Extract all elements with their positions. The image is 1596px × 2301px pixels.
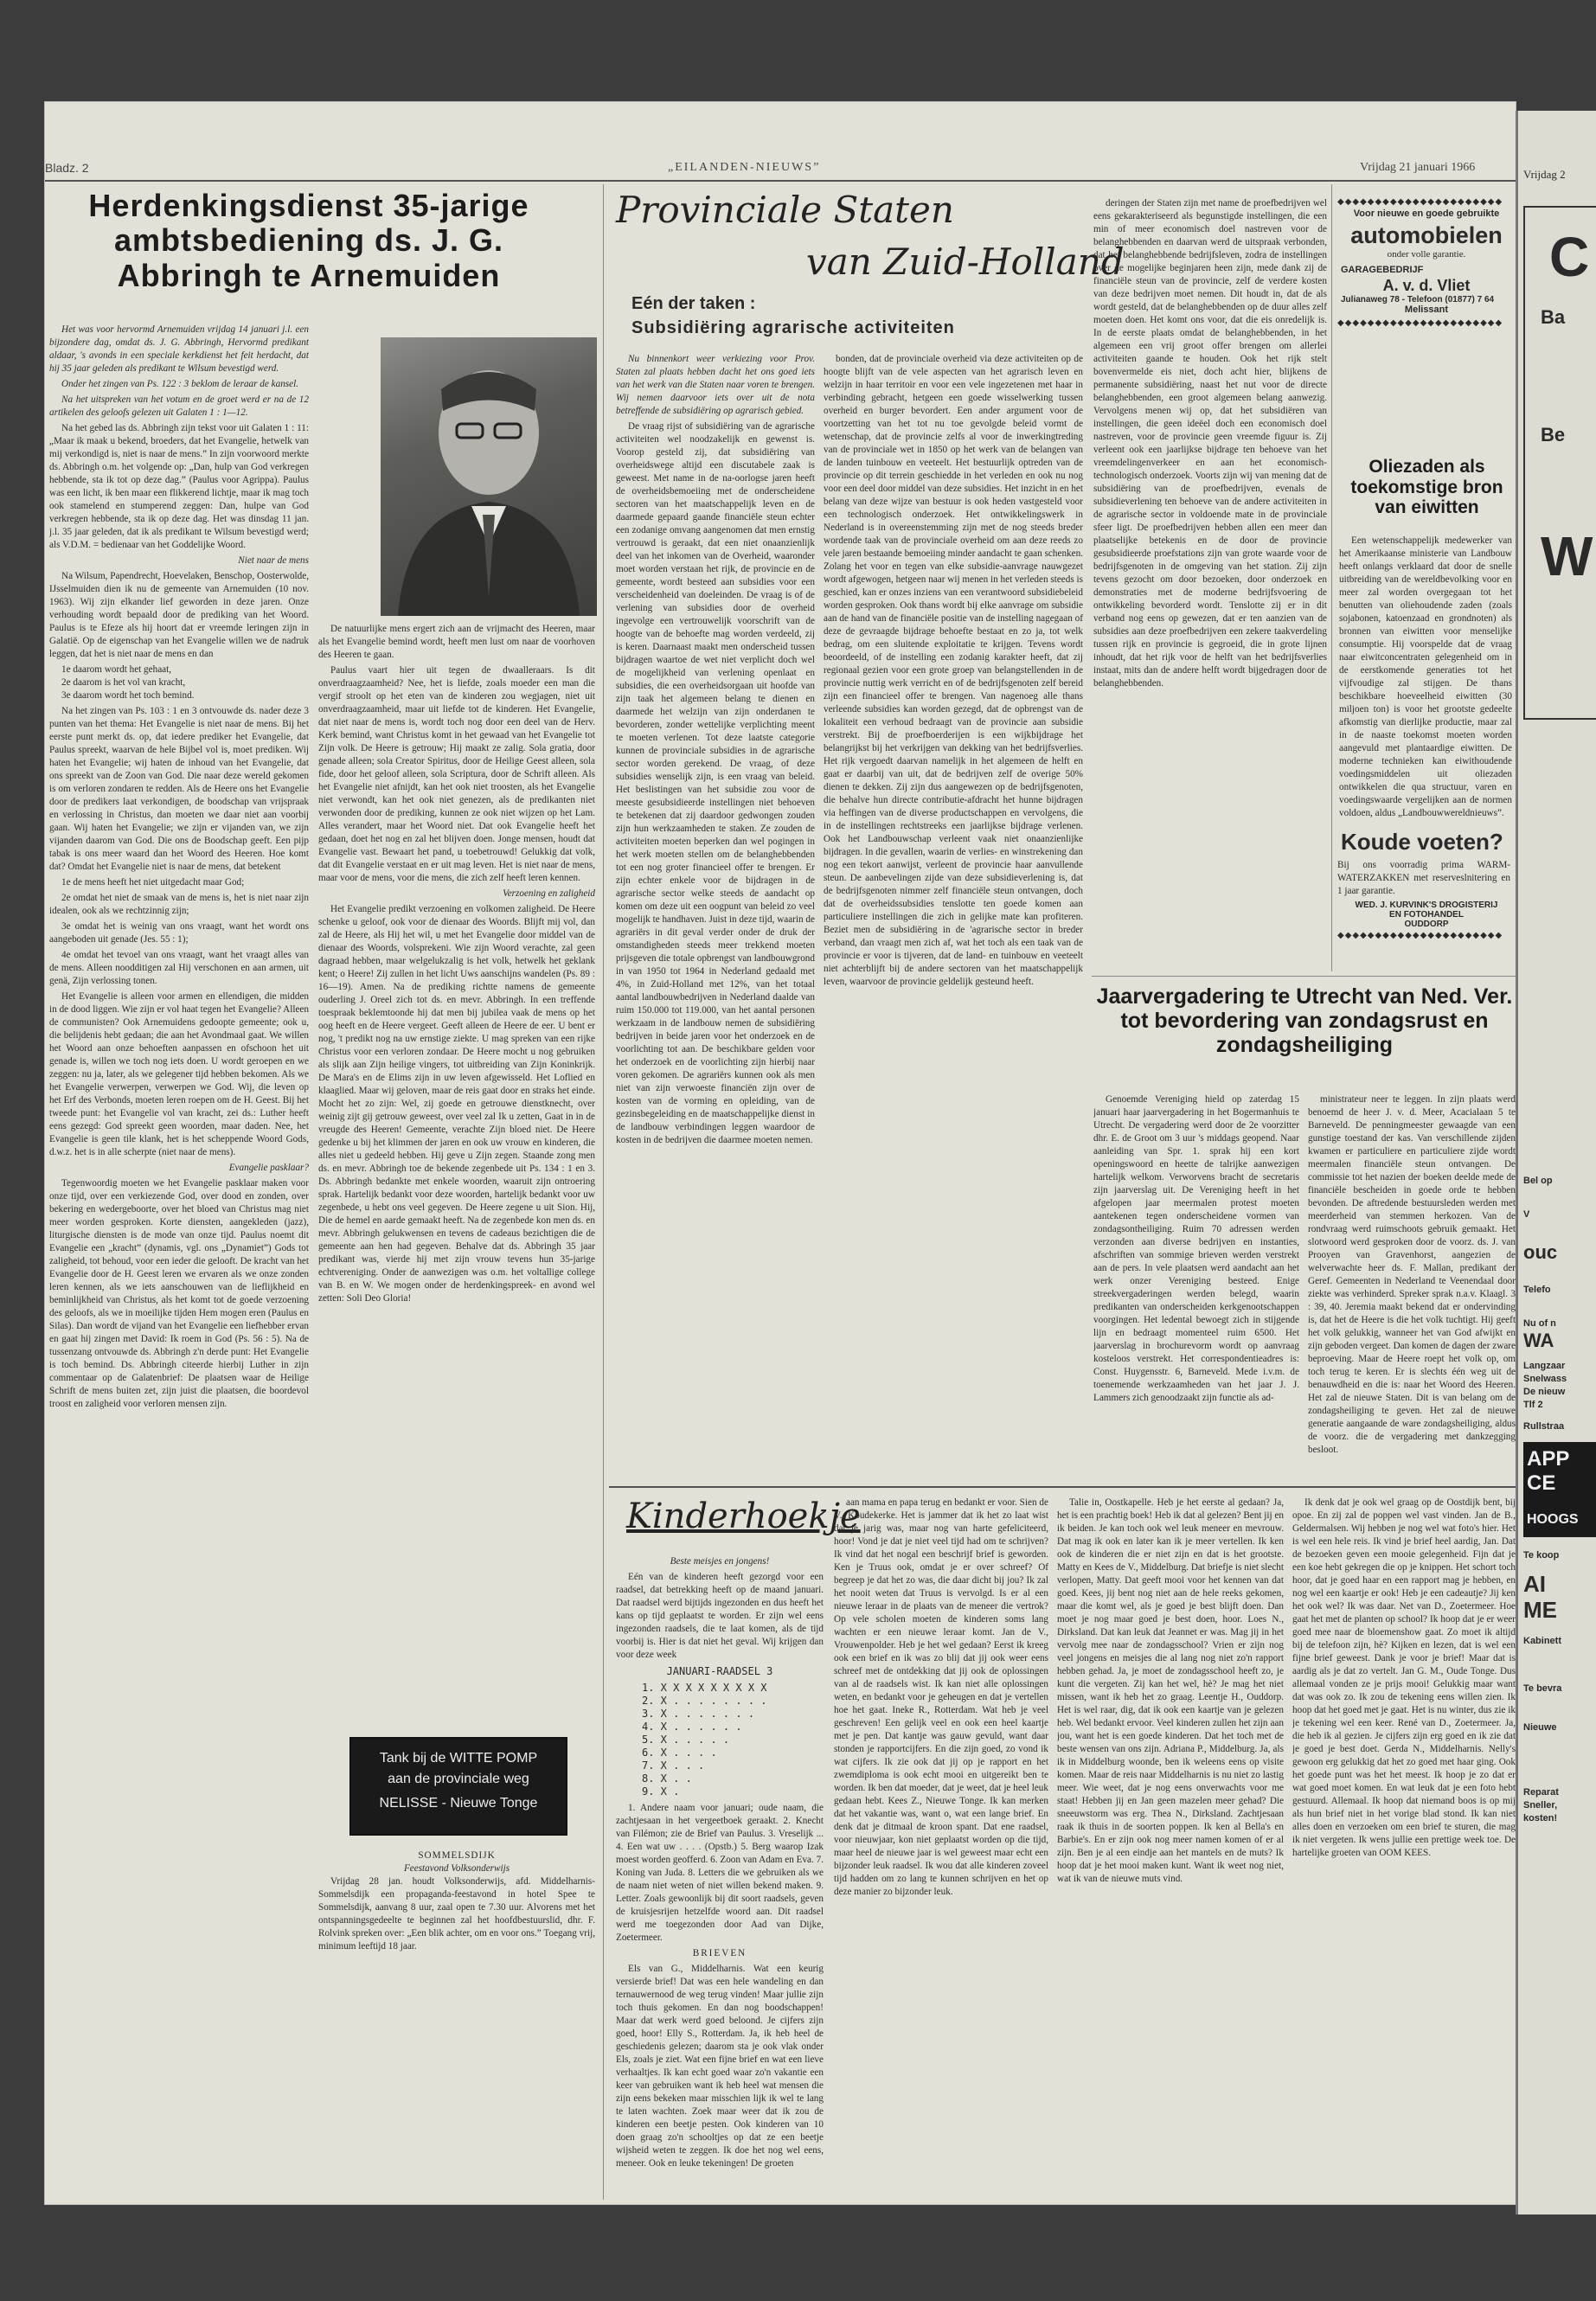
divider-jaarvergadering-top — [1092, 976, 1516, 977]
auto-ad-line-1: Voor nieuwe en goede gebruikte — [1353, 208, 1500, 219]
olie-article — [1339, 535, 1512, 820]
jubilee-point2-4: 4e omdat het tevoel van ons vraagt, want het vraagt alles van de mens. Alleen noodditigen zal Hij verschonen en aan armen, uit genä, Zijn verlossing tonen. — [49, 950, 309, 986]
edge-ad-letter-1: C — [1549, 226, 1590, 288]
edge-fragment-list — [1523, 1175, 1596, 1825]
riddle-row-3: 3. X . . . . . . . — [642, 1708, 755, 1720]
edge-fragment: V — [1523, 1209, 1530, 1220]
kinderhoekje-column-2 — [834, 1497, 1048, 2200]
jubilee-body-6: Paulus vaart hier uit tegen de dwaalleraars. Is dit onverdraagzaamheid? Nee, het is liefde, zoals moeder een man die vergif stroolt op het eten van de kinderen zou wegjagen, niet uit onverdraagzaamheid, maar uit liefde tot de kinderen. Het Evangelie, dat niet naar de mens is, wordt toch nog door een deel van de Herv. Kerk bemind, want Christus komt in het gewaad van het Evangelie tot Zijn volk. De Heere is getrouw; Hij maakt ze zalig. Sola gratia, door genade alleen; sola Creator Spiritus, door de Heilige Geest alleen, sola fide, door het geloof alleen, sola Scriptura, door de Schrift alleen. Als het Evangelie niet afnijdt, kan het ook niet troosten, als het Evangelie niet verwondt, kan het ook niet genezen, als de predikanten niet verwonden door de prediking, kunnen ze ook niet wijzen op het Lam. Alles verandert, maar het Woord niet. Dat ook Evangelie heeft het gedaan, doet het nog en zal het blijven doen. Jonge mensen, houdt dat Evangelie vast. Bewaart het pand, u toebetrouwd! Gelukkig dat volk, dat dit Evangelie verstaat en er uit mag leven. Het is niet naar de mens, maar voor de mens, voor die mens, die zich zelf heeft leren kennen. — [318, 665, 595, 883]
riddle-row-2: 2. X . . . . . . . . — [642, 1695, 767, 1707]
provinciale-column-3 — [1093, 197, 1327, 958]
koude-title: Koude voeten? — [1341, 829, 1503, 855]
provinciale-headline-2: van Zuid-Holland — [806, 240, 1125, 283]
auto-ad-title: automobielen — [1350, 222, 1503, 248]
jubilee-column-2 — [318, 623, 595, 1730]
jaarvergadering-column-1 — [1093, 1093, 1299, 1481]
edge-fragment: ME — [1523, 1597, 1557, 1623]
kinderhoekje-title: Kinderhoekje — [626, 1497, 861, 1536]
jubilee-body-2: Na Wilsum, Papendrecht, Hoevelaken, Benschop, Oosterwolde, IJsselmuiden dien ik nu de gemeente van Arnemuiden (10 nov. 1963). Wij zijn elkander lief geworden in deze jaren. Onze verhouding wordt bepaald door de prediking van het Woord. Paulus is te Efeze als hij hoort dat er vreemde leringen zijn in Galatië. Op de eigenschap van het Evangelie willen we de nadruk leggen, dat het is niet naar de mens en dan — [49, 571, 309, 659]
paper-name: „EILANDEN-NIEUWS” — [668, 161, 821, 174]
provinciale-column-2 — [824, 353, 1083, 1482]
edge-ad-letter-3: Be — [1541, 424, 1566, 445]
edge-fragment: Reparat — [1523, 1787, 1559, 1798]
koude-ad — [1337, 829, 1516, 976]
edge-fragment: Te bevra — [1523, 1683, 1562, 1694]
koude-body-wrap — [1337, 859, 1510, 901]
jubilee-intro-2: Onder het zingen van Ps. 122 : 3 beklom de leraar de kansel. — [61, 379, 299, 389]
edge-fragment: WA — [1523, 1330, 1554, 1351]
jubilee-point2-2: 2e omdat het niet de smaak van de mens is, het is niet naar zijn idealen, ook als we rechtzinnig zijn; — [49, 893, 309, 916]
sommelsdijk-heading: SOMMELSDIJK — [418, 1850, 496, 1861]
koude-body: Bij ons voorradig prima WARM-WATERZAKKEN met reserveslnitering en 1 jaar garantie. — [1337, 860, 1510, 896]
edge-fragment: Langzaar — [1523, 1361, 1566, 1371]
koude-city: OUDDORP — [1404, 920, 1449, 929]
divider-jubilee — [603, 184, 604, 2200]
witte-pomp-line-3: NELISSE - Nieuwe Tonge — [379, 1796, 538, 1811]
jubilee-body-3: Na het zingen van Ps. 103 : 1 en 3 ontvouwde ds. nader deze 3 punten van het thema: Het Evangelie is niet naar de mens. Bij het eerste punt merkt ds. op, dat iedere prediker het Evangelie, dat Paulus spreekt, waarvan de hele Bijbel vol is, moet prediken. Wij haten het Evangelie; wij haten de inhoud van het Evangelie, dat ons spreekt van de Zoon van God. Die naar deze wereld gekomen is om verloren zondaren te redden. Als de Heere ons het Evangelie door de predikers laat verkondigen, de boodschap van vrijspraak en verlossing in Christus, dan moeten we daar niet aan voorbij gaan. Wij haten het Evangelie; we zijn er vijanden van, we zijn vijanden daarom van God. Die ons de Boodschap geeft. Een pijp tabak is ons meer waard dan het Woord des Heeren. Hoe komt dat? Omdat het Evangelie niet is naar de mens, dat betekent — [49, 706, 309, 872]
edge-date-fragment: Vrijdag 2 — [1523, 168, 1566, 181]
edge-fragment: Kabinett — [1523, 1636, 1561, 1646]
provinciale-deck-1: Eén der taken : — [631, 294, 756, 313]
riddle-row-7: 7. X . . . — [642, 1759, 705, 1772]
edge-ad-box — [1523, 206, 1596, 720]
riddle-row-5: 5. X . . . . . — [642, 1734, 730, 1746]
kinderhoekje-column-3 — [1057, 1497, 1284, 2200]
auto-ad-garage: GARAGEBEDRIJF — [1341, 265, 1424, 275]
edge-fragment: Nieuwe — [1523, 1722, 1557, 1733]
auto-ad-top-border: ◆◆◆◆◆◆◆◆◆◆◆◆◆◆◆◆◆◆◆◆◆◆ — [1337, 197, 1503, 207]
edge-fragment: Nu of n — [1523, 1318, 1556, 1329]
provinciale-intro: Nu binnenkort weer verkiezing voor Prov. Staten zal plaats hebben dacht het ons goed iets van het werk van die Staten naar voren te brengen. Wij nemen daarvoor iets over uit de nota betreffende de subsidiëring op agrarisch gebied. — [616, 354, 815, 416]
edge-fragment: Rullstraa — [1523, 1421, 1565, 1432]
edge-fragment: AI — [1523, 1571, 1546, 1597]
riddle-text: 1. Andere naam voor januari; oude naam, die zachtjesaan in het vergeetboek geraakt. 2. Knecht van Filémon; zie de Brief van Paulus. 3. Vreselijk ... 4. Een wat uw . . . . (Opstb.) 5. Berg waarop Izak moest worden geofferd. 6. Zoon van Adam en Eva. 7. Koning van Juda. 8. Letters die we gebruiken als we de naam niet weten of niet willen bekend maken. 9. Letter. Zoals gewoonlijk bij dit soort raadsels, geven de kruisjesrijen hetzelfde woord aan. Dit raadsel werd me toegezonden door Aad van Dijke, Zoetermeer. — [616, 1803, 824, 1943]
jubilee-body-7: Het Evangelie predikt verzoening en volkomen zaligheid. De Heere schenke u geloof, ook voor de dienaar des Woords. Blijft mij vol, dan zal de Heere, als Hij het wil, u met het Evangelie door middel van de dienaar des Woords, volsprekeni. Wie zijn Woord verachte, zal geen dagraad hebben, maar welgelukzalig is het volk, hetwelk het geklank kent; o Heere! Zij zullen in het licht Uws aanschijns wandelen (Ps. 89 : 16—19). Amen. Na de prediking richtte namens de gemeente ouderling J. Oreel zich tot ds. en mevr. Abbringh. In een treffende toespraak beklemtoonde hij dat men bij jubilea vaak de mens op het oog heeft en de Heere vergeet. Geeft alleen de Heere de eer. U bent er nog, 't predikt nog na uw ernstige ziekte. U mag spreken van een rijke Christus voor een verloren zondaar. De Heere mocht u nog gebruiken als slijk aan Zijn heilige vingers, tot uitbreiding van Zijn Koninkrijk. De Mara's en de Elims zijn in uw leven afgewisseld. Het Loflied en klaaglied. Maar wij geloven, maar de reis gaat door en straks het einde. Mocht het zo zijn: Wel, zij goede en getrouwe dienstknecht, over weinig zijt gij getrouw geweest, over veel zal Ik u zetten, Gaat in in de vreugde des Heeren! Gemeente, verachte Zijn bloed niet. De Heere gedenke u bij het klimmen der jaren en ook uw vrouw en kinderen, die alles niet u gedeeld hebben. Hij geve u Zijn zegen. Staande zong men ds. en mevr. Abbringh toe de bekende zegenbede uit Ps. 134 : 1 en 3. Ds. Abbringh bedankte met enkele woorden, waaruit zijn ontroering sprak. Hartelijk bedankt voor deze woorden, hartelijk bedankt voor uw zegenbede, u hebt ons veel gegeven. De Heere zegene u uit Sion. Hij, Die de hemel en aarde gemaakt heeft. Na de zegenbede kon men ds. en mevr. Abbringh gelukwensen en tevens de cadeaus bezichtigen die de gemeente aan hen had gegeven. Behalve dat ds. Abbringh 35 jaar predikant was, vierde hij met zijn vrouw tevens hun 35-jarige echtvereniging. Onder de aanwezigen was o.m. het voltallige college van B. en W. We mogen onder de herdenkingspreek- en avond wel zetten: Soli Deo Gloria! — [318, 904, 595, 1304]
riddle-row-9: 9. X . — [642, 1785, 680, 1798]
jubilee-subhead-3: Verzoening en zaligheid — [503, 888, 595, 899]
witte-pomp-ad — [349, 1737, 567, 1836]
auto-ad-city: Melissant — [1404, 304, 1449, 315]
jubilee-intro: Het was voor hervormd Arnemuiden vrijdag 14 januari j.l. een bijzondere dag, omdat ds. J. G. Abbringh, Hervormd predikant aldaar, 's avonds in een speciale kerkdienst het feit herdacht, dat hij 35 jaar geleden als predikant te Wilsum bevestigd werd. — [49, 324, 309, 374]
jubilee-headline: Herdenkingsdienst 35-jarige ambtsbediening ds. J. G. Abbringh te Arnemuiden — [88, 188, 529, 293]
divider-provinciale-right — [1331, 184, 1332, 971]
auto-ad — [1337, 197, 1516, 448]
sommelsdijk-body: Vrijdag 28 jan. houdt Volksonderwijs, afd. Middelharnis-Sommelsdijk een propaganda-feestavond in hotel Spee te Sommelsdijk, aanvang 8 uur, zaal open te 7.30 uur. Alvorens met het ontspanningsgedeelte te beginnen zal het hoofdbestuurslid, dhr. F. Rolvink spreken over: „Een blik achter, om en voor ons.” Toegang vrij, minimum leeftijd 18 jaar. — [318, 1876, 595, 1952]
edge-fragment: ouc — [1523, 1241, 1558, 1263]
edge-fragment: kosten! — [1523, 1813, 1558, 1823]
jubilee-body-1: Na het gebed las ds. Abbringh zijn tekst voor uit Galaten 1 : 11: „Maar ik maak u bekend, broeders, dat het Evangelie, hetwelk van mij verkondigd is, niet is naar de mens.” In zijn voorwoord merkte ds. Abbringh o.m. het volgende op: „Dan, hulp van God verkregen hebbende, sta ik tot op deze dag.” (Paulus voor Agrippa). Paulus was een licht, ik ben maar een flikkerend lichtje, maar ik mag toch ook stamelend en stumperend zeggen: Dan, hulpe van God verkregen hebbende, sta ik op deze dag. Het was dinsdag 11 jan. j.l. 35 jaar geleden, dat ik als predikant te Wilsum bevestigd werd; als V.D.M. = bedienaar van het Goddelijke Woord. — [49, 423, 309, 550]
kinderhoekje-col-4-text: Ik denk dat je ook wel graag op de Oostdijk bent, bij opoe. En zij zal de poppen wel vast vinden. Jan de B., Geldermalsen. Wij hebben je nog wel wat foto's hier. Het is wel een hele reis. Ik vind je brief heel aardig, Jan. Dat de bezoeken geven een mooie gelegenheid. Fijn dat je een koe hebt gekregen die op je knippen. Het schort toch hoor, dat je goed haar en een rapport mag je hebben, en nog wel een kaartje er ook! Heb je een cadeautje? Jij ken het ook wel? Ik was daar. Net van D., Zoetermeer. Hoe gaat het met de planten op school? Ik hoop dat je er weer goed mee naar de bloemenshow gaat. Zo moet ik altijd bij de telefoon zijn, hè? Kijken en lezen, dat is wel een fijne brief geweest. Dank je voor je brief! Maar dat is aardig als je dat zo vertelt. Jan G. M., Oude Tonge. Dus allemaal vonden ze je prijs mooi! Gelukkig maar want dat was ook zo. Ik zou de tekening eens willen zien. Ik hoop dat het goed met je gaat. Het is nu winter, dus zie ik je tekening wel een keer. René van D., Zoetermeer. Ja, die heb ik al gezien. Je cijfers zijn erg goed en ik zie dat je goed je best doet. Gerda N., Middelharnis. Nelly's gewoon erg gelukkig dat het zo goed met haar ging. Ook het goede punt was het het meest. Ik hoop je zo dat er wat goed moet komen. En wat leuk dat je een foto hebt gestuurd. Allemaal. Ik hoop dat niemand boos is op mij als hun brief niet in het vorige blad stond. Ik kan niet alles doen en verzoeken om een brief te sturen, die mag ik niet vergeten. Ik wens jullie een prettige week toe. De hartelijke groeten van OOM KEES. — [1292, 1497, 1516, 1858]
olie-body: Een wetenschappelijk medewerker van het Amerikaanse ministerie van Landbouw heeft onlangs verklaard dat door de snelle uitbreiding van de wereldbevolking voor en meer zal worden overgegaan tot het benutten van oliehoudende zaden (zoals sojabonen, katoenzaad en grondnoten) als bronnen van eiwitten voor menselijke consumptie. Hij voorspelde dat de vraag naar eiwitconcentraten gelegenheid om in de eerstkomende generaties tot het vijfvoudige zal stijgen. De thans beschikbare hoeveelheid eiwitten (30 miljoen ton) is voor het grootste gedeelte afkomstig van dierlijke productie, maar zal in de naaste toekomst moeten worden aangevuld met plantaardige eiwitten. De moderne technieken kan eiwithoudende voedingsmiddelen uit oliezaden ontwikkelen die qua structuur, varen en voedingswaarde vergelijken aan de normen voldoen, aldus „Landbouwwereldnieuws”. — [1339, 535, 1512, 818]
edge-fragment: Sneller, — [1523, 1800, 1558, 1811]
edge-fragment: Bel op — [1523, 1176, 1553, 1186]
jubilee-body-4: Het Evangelie is alleen voor armen en ellendigen, die midden in de dood liggen. Wie zijn er vol haat tegen het Evangelie? Alleen de communisten? Ook Arnemuidens gedoopte gemeente; ook u, die belijdenis hebt gedaan; die aan het Avondmaal gaat. We willen het Woord aan onze behoeften aanpassen en ofschoon het uit genade is, willen we toch nog iets doen. U wordt geroepen en we zeggen: nu ja, later, als we gelegener tijd hebben bekomen. Als we het Evangelie verwerpen, verwerpen we God. Wij, die leven op het Erf des Verbonds, moeten leren roepen om de H. Geest. Bij het tweede punt: het Evangelie vol van kracht, zei ds.: Luther heeft eens gezegd: God spreekt geen woorden, maar daden. Nee, het Evangelie is geen tile klank, het is het scheppende Woord Gods, d.w.z. het is in alle scherpte (niet naar de mens). — [49, 991, 309, 1157]
koude-store-2: EN FOTOHANDEL — [1389, 910, 1464, 920]
riddle-row-4: 4. X . . . . . . — [642, 1721, 742, 1733]
edge-fragment: Te koop — [1523, 1550, 1560, 1561]
edge-ad-letter-4: W — [1541, 525, 1593, 587]
sommelsdijk-subheading: Feestavond Volksonderwijs — [403, 1863, 510, 1874]
edge-fragment: CE — [1527, 1471, 1556, 1495]
adjacent-page-edge — [1516, 111, 1596, 2214]
masthead-rule — [45, 180, 1516, 182]
kinderhoekje-column-1 — [616, 1555, 824, 2200]
auto-ad-line-2: onder volle garantie. — [1387, 249, 1466, 260]
photo-caption: De natuurlijke mens ergert zich aan de vrijmacht des Heeren, maar als het Evangelie bemind wordt, heeft men lust om naar de voorhoven des Heeren te gaan. — [318, 624, 595, 660]
provinciale-col-2-text: bonden, dat de provinciale overheid via deze activiteiten op de hoogte blijft van de vele aspecten van het agrarisch leven en welzijn in haar territoir en voor een vele ingezetenen met haar in verbinding gebracht, hetgeen een goede wisselwerking tussen overheid en burger bevordert. Een ander argument voor de voortzetting van het tot nu toe gevolgde beleid vormt de wetenschap, dat de provincie zelfs al voor de inwerkingtreding van de provinciale wet in 1850 op het werk van de belangen van de landen tuinbouw en veeteelt. Het bestuurlijk optreden van de provincie op dit terrein geschiedde in het verleden en ook nu nog voor een deel door middel van deze subsidies. Het inzicht in en het belang van deze wijze van bestuur is ook heden vastgesteld voor een technologisch onderzoek. Het ontwikkelingswerk in Nederland is in overeenstemming zijn met de nog steeds breder wordende taak van de provinciale overheid om aan deze reeds zo vele jaren bestaande bemoeiing minder aandacht te gaan schenken. Zolang het voor en tegen van elke subsidie-aanvrage nauwgezet wordt afgewogen, hetgeen naar wij menen in het verleden steeds is geschied, kan er onzes inziens van een verantwoord subsidiebeleid worden gesproken. Ook thans wordt bij elke aanvrage om subsidie aan de hand van de financiële positie van de instelling nagegaan of deze de gevraagde bijdrage behoefte bestaat en zo ja, tot welk bedrag, om een sluitende exploitatie te krijgen. Tevens wordt beoordeeld, of de instelling een zodanig karakter heeft, dat zij regionaal gezien voor een grote groep van belangstellenden in de provincie nuttig werk verricht en of de bedrijfsgenoten zelf bereid zijn een financieel offer te brengen. Van nagenoeg alle thans verleende subsidies kan worden gezegd, dat de opbrengst van de lokaliteit een verhoud bedraagt van de provincie aan subsidie verstrekt. Bij de proefboerderijen is een wijkbijdrage het belangrijkst bij het verkrijgen van dekking van het bedrijfsverlies. Het rijk vergoedt daarvan namelijk in het algemeen de helft en gaat er daarbij van uit, dat de bedrijven zelf de overige 50% dienen te dekken. Zij zijn dus aangewezen op de bedrijfsgenoten, die behalve hun directe contributie-afdracht het hunne bijdragen via heffingen van de diverse productschappen en vervolgens, die in de instellingen rechtstreeks een jaarlijkse bijdrage verlenen. Ook het Landbouwschap verleent vaak niet onaanzienlijke bijdragen. In die gevallen, waarin de verlies- en winstrekening dan nog een tekort aanwijst, verleent de provincie haar aanvullende steun. De aanbevelingen zijde van deze subsidieverlening is, dat de bedrijfsgenoten nimmer zelf financiële steun ontvangen, doch dat de overheidssubsidies tenslotte ten goede komen aan particuliere instellingen die zich in gelijke mate kan profiteren. Beziet men de subsidiëring in de 'agrarische sector in breder verband, dan vraagt men zich af, wat het toch als een taak van de provincie er voor is tijveren, dat de land- en tuinbouw en veeteelt niet achterblijft bij de andere sectoren van het maatschappelijk leven, waarvoor de provincie geldelijk gesteund heeft. — [824, 354, 1083, 987]
edge-fragment: Snelwass — [1523, 1374, 1567, 1384]
page-date: Vrijdag 21 januari 1966 — [1360, 161, 1476, 174]
witte-pomp-line-2: aan de provinciale weg — [388, 1772, 529, 1786]
brieven-heading: BRIEVEN — [692, 1948, 747, 1958]
jubilee-point-3: 3e daarom wordt het toch bemind. — [61, 690, 195, 701]
riddle-row-8: 8. X . . — [642, 1772, 692, 1785]
kinderhoekje-col-1b: Els van G., Middelharnis. Wat een keurig versierde brief! Dat was een hele wandeling en dan ternauwernood de weg terug vinden! Maar jullie zijn toch thuis gekomen. En dan nog boodschappen! Maar dat werk werd goed beloond. Je cijfers zijn goed, hoor! Elly S., Rotterdam. Ja, ik heb heel de geschiedenis gelezen; daarom sta je ook vlak onder Els, zoals je ziet. Wat een fijne brief en wat een lieve verhaaltjes. Ik kan echt goed waar zo'n vakantie een keer van gebruiken want ik heb heel wat mensen die zijn eens bekeken maar misschien lijk ik wel te lang te laten wachten. Zoek maar weer dat ik zou de kinderen een beetje pesten. Ook kinderen van 10 doen graag zo'n schooltjes op dat ze een beetje wijsheid weten te zeggen. Ik doe het nog wel eens, meneer. Ook en leuke tekeningen! De groeten — [616, 1964, 824, 2169]
provinciale-headline-1: Provinciale Staten — [616, 189, 954, 231]
kinderhoekje-col-2-text: aan mama en papa terug en bedankt er voor. Sien de V., Koudekerke. Het is jammer dat ik het zo laat wist dat je jarig was, maar nog van harte gefeliciteerd, hoor! Vond je dat je niet veel tijd had om te schrijven? Ik vind dat het nogal een beschrijf brief is geworden. Ken je Truus ook, omdat je er over schreef? Of begreep je dat het zo was, die daar dicht bij jou? Ik zal het nooit weten dat Truus is vervolgd. Is er al een nieuwe leraar in de plaats van de meneer die vertrok? Op vele scholen moeten de kinderen soms lang wachten er een nieuwe leraar komt. Jan de V., Vrouwenpolder. Heb je het wel gedaan? Eerst ik kreeg ook een brief en ik was zo blij dat jij ook weer eens schreef met de ontdekking dat jij ook de oplossingen van al de raadsels wist. Ik kan niet alle oplossingen weten, en bedankt voor je geheugen en dat je vertellen hoe het gaat. Ineke R., Rotterdam. Wat heb je veel geschreven! Een gelijk veel en ook een heel kaartje met je pen. Dat kantje was gauw gevuld, want daar stonden je rapportcijfers. En die zijn goed, zo vond ik wat cijfers. Ik zie ook dat jij op je rapport en het zwemdiploma is ook echt mooi en uitgereikt ben te worden. Ik ben dat moeder, dat je weet, dat je heel leuk gedaan hebt. Kees Z., Nieuwe Tonge. Ik kan merken dat het vakantie was, want o, wat een lange brief. En denk dat je ditmaal de kroon spant. Dat ene raadsel, voor nieuwjaar, kon niet geplaatst worden op die tijd, maar heel de nieuwe jaar is wel geweest maar echt een bijzonder leuk raadsel. Ik wou dat alle kinderen zoveel tijd hadden om zo lang te kunnen schrijven en het op deze manier zo bijzonder leuk. — [834, 1497, 1048, 1897]
sommelsdijk-notice — [318, 1849, 595, 1988]
jubilee-subhead-2: Evangelie pasklaar? — [228, 1163, 309, 1173]
riddle-title: JANUARI-RAADSEL 3 — [666, 1665, 773, 1677]
jubilee-body-5: Tegenwoordig moeten we het Evangelie pasklaar maken voor onze tijd, over een verkiezende God, over dood en zonden, over bekering en wedergeboorte, over het bloed van Christus mag niet meer worden gesproken. Korte diensten, aangekleden (jazz), liturgische diensten is de mode van onze tijd. Paulus noemt dit Evangelie een „kracht” (dynamis, vgl. ons „Dynamiet”) Gods tot zaligheid, tot behoud, voor een ieder die gelooft. De kracht van het Evangelie door de H. Geest leren we ervaren als we onze zonden leren kennen, als we iets aanschouwen van de lieflijkheid en beminlijkheid van Christus, als het komt tot de goede verzoening des geloofs, als we in moeilijke tijden Hem mogen eren (Paulus en Silas). Dan wordt de vijand van het Evangelie een liefhebber ervan en gaat hij zingen met David: Ik roem in God (Ps. 56 : 5). Na de tussenzang ontvouwde ds. Abbringh z'n derde punt: Het Evangelie is toch bemind. Ds. Abbringh citeerde hierbij Luther in zijn commentaar op de Galatenbrief: De plaatsen waar de Heilige Schrift de mens buiten zet, zijn juist die plaatsen, die boordevol troost en zaligheid voor verloren mensen zijn. — [49, 1178, 309, 1409]
portrait-figure — [381, 337, 597, 616]
jubilee-point2-1: 1e de mens heeft het niet uitgedacht maar God; — [61, 877, 245, 888]
kinderhoekje-column-4 — [1292, 1497, 1516, 2200]
provinciale-col-3-text: deringen der Staten zijn met name de proefbedrijven wel eens gekarakteriseerd als begunstigde instellingen, die een min of meer economisch doel nastreven voor de belanghebbenden en daarvan werd de uitspraak verbonden, dat het belanghebbende bedrijfsleven, zodra de instellingen over de mogelijke beginjaren heen zijn, mede dank zij de financiële steun van de provincie, zelf de verdere kosten van deze bedrijven moet nemen. Dit houdt in, dat de als wordt gesteld, dat de belanghebbenden op de duur alles zelf moeten doen. Het komt ons voor, dat die eis onredelijk is. In de eerste plaats omdat de belanghebbenden, in het algemeen een vrij groot offer brengen om allerlei activiteiten gaande te houden. Ook het rijk stelt bovenvermelde eis niet, doch acht hier, blijkens de permanente subsidiëring, naast het nut voor de directe belanghebbenden, een groot algemeen belang aanwezig. Vervolgens menen wij op, dat het subsidiëren van instellingen, die geen ideëel doch een economisch doel nastreven, voor de provincie geen vreemde figuur is. Zij verleent ook een jaarlijkse bijdrage ten behoeve van het vreemdelingenverkeer en aan het economisch-technologisch onderzoek. Voorts zijn wij van mening dat de subsidiëring van de proefbedrijven, evenals de subsidieverlening ten behoeve van de andere activiteiten in de agrarische sector in voldoende mate in de provinciale sfeer ligt. De proefbedrijven hebben allen een meer dan plaatselijke betekenis en de door de provincie gesubsidieerde proefstations zijn van grote waarde voor de bedrijfsgenoten in de omgeving van het station. Zij zijn tevens gezocht om door bezoeken, door onderzoek en demonstraties met de moderne bedrijfsvoering de ontwikkeling bevorderd wordt. Tenslotte zij er in dit verband nog eens op gewezen, dat er ten aanzien van de subsidies aan deze proefbedrijven een zekere taakverdeling tussen rijk en provincie is gegroeid, die in grote lijnen inhoudt, dat het rijk voor de helft van het bedrijfsverlies instaat, mits dan de andere helft wordt bijgedragen door de belanghebbenden. — [1093, 198, 1327, 689]
riddle-row-1: 1. X X X X X X X X X — [642, 1682, 767, 1694]
koude-bottom-border: ◆◆◆◆◆◆◆◆◆◆◆◆◆◆◆◆◆◆◆◆◆◆ — [1337, 931, 1503, 940]
kinderhoekje-col-3-text: Talie in, Oostkapelle. Heb je het eerste al gedaan? Ja, het is een prachtig boek! Heb ik dat al gelezen? Bent jij en ik beiden. Je kan toch ook wel leuk meneer en mevrouw. Dat mag ik ook en later kan ik je meer vertellen. Ik ken ook de kinderen die er niet zijn en dat is het grootste. Matty en Kees de V., Middelburg. Dat briefje is niet slecht verlopen, Matty. Dat geeft mooi voor het kennen van dat goed. Kees, jij bent nog niet aan de hele reeks gekomen, maar die komt wel, als je goed je best blijft doen. Dan moet je nog maar goed je best doen, hoor. Loes N., Dirksland. Dat kan leuk dat Jeannet er was. Mag jij in het vervolg mee naar de zondagsschool? Vrien er zijn nog veel jongens en meisjes die al lang nog niet zo'n rapport hebben gehad. Ja, je moet de zondagsschool heeft zo, je kunt die vergeten. Zij kan het wel, hè? Je mag het niet missen, want ik heb het zo graag. Leentje H., Ouddorp. Het is wel raar, dig, dat ik ook een kaartje van je gelezen heb. Wel bedankt ervoor. Veel kinderen zullen het zijn aan jou, want het is een goede kinderen. Dat het toch met de beste wensen van ons zijn. Adriana P., Middelburg. Ja, als ik in Middelburg woonde, ben ik weleens eens op visite komen. Maar de reis naar Middelharnis is nu niet zo lastig meer. Wie weet, dat je nog eens onverwachts voor me staat! Hebben jij en Jan geen mazelen meer gehad? Die sneeuwstorm was erg. Thea N., Dirksland. Zachtjesaan raak ik thuis in de soorten poppen. Ik ken al Bella's en Barbie's. En er zijn ook nog meer namen komen of er al zijn. Ben je al een eindje aan het mantels en de muts? Ik hoop dat je het mooi maken kunt. Want ik weet nog niet, wat ik van de nieuwe muts vind. — [1057, 1497, 1284, 1884]
provinciale-column-1 — [616, 353, 815, 1482]
jaarvergadering-headline: Jaarvergadering te Utrecht van Ned. Ver. tot bevordering van zondagsrust en zondagsheiliging — [1096, 984, 1513, 1057]
provinciale-col-1-text: De vraag rijst of subsidiëring van de agrarische activiteiten wel noodzakelijk en gewenst is. Voorop gesteld zij, dat subsidiëring van overheidswege altijd een discutabele zaak is geweest. Met name in de na-oorlogse jaren heeft de overheidsbemoeiing met de onderscheidene sectoren van het maatschappelijk leven en de daarmede gepaard gaande financiële steun echter een zodanige omvang aangenomen dat men ernstig vertrouwd is geraakt, dat een niet onaanzienlijk deel van het inkomen van de Overheid, waaronder moet worden verstaan het rijk, de provincie en de gemeente, wordt besteed aan subsidies voor een verscheidenheid van doeleinden. De vraag is of de verlening van subsidies door de overheid ingevolge een vertrouwelijk voorschrift van de hoogte van de behoefte mag worden verdeeld, zij is keren. Daarnaast maakt men onderscheid tussen bijdragen waartoe de wet niet verplicht doch wel de mogelijkheid van verlening openlaat en subsidies, die een overheidsorgaan uit hoofde van zijn taak het algemeen belang te dienen en daarmede het welzijn van zijn onderdanen te bevorderen, zonder wettelijke verplichting meent te moeten verlenen. Tot deze laatste categorie kunnen de provinciale subsidies in de agrarische sector worden gerekend. De vraag, of deze subsidies wenselijk zijn, is een vraag van beleid. Het beslistingen van het subsidie zou voor de meeste gesubsidieerde instellingen niet behoeven te betekenen dat zij daardoor gedwongen zouden zijn hun werkzaamheden te staken. Ze zouden de activiteiten moeten beperken dan wel pogingen in het werk moeten stellen om de belanghebbenden tot een nog groter financieel offer te brengen. Er zijn echter enkele voor de bijdragen in de agrarische sector welke steeds de aandacht op komen om deze uit een oogpunt van beleid zo veel mogelijk te handhaven. Juist in deze tijd, waarin de agrariërs in dit geval verder onder de druk der omstandigheden steeds meer trekkend moeten prijsgeven die totale opbrengst van landbouwgrond in van 1950 tot 1964 in Nederland gedaald met 4%, in Zuid-Holland met 12%, van het totaal aantal landbouwbedrijven in Nederland daalde van ruim 150.000 tot 119.000, van het aantal personen werkzaam in de landbouw nemen de subsidiëring bedrijven in beide jaren voor het onderzoek en de voorlichting tot aan. De beschikbare gelden voor het onderzoek en de voorlichting zijn hierbij naar voren gekomen. De agrariërs kunnen ook als men niet van zijn verwoeste financiën zijn over de kosten van de vorming en opleiding, van de gezinsbegeleiding en de maatschappelijke dienst in de landbouw verbindingen leggen waardoor de kosten in de bedrijven die daarmee moeten nemen. — [616, 421, 815, 1145]
olie-headline: Oliezaden als toekomstige bron van eiwitten — [1350, 457, 1503, 518]
provinciale-deck-2: Subsidiëring agrarische activiteiten — [631, 318, 955, 337]
jaarvergadering-column-2 — [1308, 1093, 1516, 1481]
jubilee-subhead-1: Niet naar de mens — [238, 555, 309, 566]
page-label: Bladz. 2 — [45, 161, 89, 175]
edge-fragment: De nieuw — [1523, 1387, 1566, 1397]
koude-store-1: WED. J. KURVINK'S DROGISTERIJ — [1355, 901, 1498, 910]
jubilee-column-1 — [49, 324, 309, 2201]
edge-fragment: HOOGS — [1527, 1512, 1579, 1527]
edge-ad-letter-2: Ba — [1541, 306, 1566, 328]
edge-dark-ad — [1523, 1442, 1596, 1537]
auto-ad-address: Julianaweg 78 - Telefoon (01877) 7 64 — [1341, 295, 1495, 304]
jaarvergadering-col-1-text: Genoemde Vereniging hield op zaterdag 15 januari haar jaarvergadering in het Bogermanhuis te Utrecht. De vergadering werd door de 2e voorzitter dhr. E. de Groot om 3 uur 's middags geopend. Naar aanleiding van Spr. 1. sprak hij een kort openingswoord en heette de talrijke aanwezigen hartelijk welkom. Verworvens bracht de secretaris zijn jaarverslag uit. De Vereniging heeft in het afgelopen jaar meermalen protest moeten aantekenen tegen onderscheidene vormen van zondagsontheiliging. Ruim 70 adressen werden verzonden aan diverse bedrijven en instanties, afschriften van sommige brieven werden verstrekt aan de pers. In vele plaatsen werd aandacht aan het werk onzer Vereniging besteed. Enige streekvergaderingen werden belegd, waarin predikanten van onderscheiden kerkgenootschappen voorgingen. Het ledental bewoegt zich in stijgende lijn en bedraagt momenteel ruim 6500. Het jaarverslag in brochurevorm wordt op aanvraag kosteloos verstrekt. Het correspondentieadres is: Const. Huygensstr. 6, Barneveld. Mede i.v.m. de toenemende werkzaamheden van het jaar J. J. Lammers zich genoodzaakt zijn functie als ad- — [1093, 1094, 1299, 1403]
jubilee-intro-3: Na het uitspreken van het votum en de groet werd er na de 12 artikelen des geloofs gelezen uit Galaten 1 : 1—12. — [49, 394, 309, 418]
edge-fragment: Telefo — [1523, 1285, 1551, 1295]
riddle-row-6: 6. X . . . . — [642, 1747, 717, 1759]
jaarvergadering-col-2-text: ministrateur neer te leggen. In zijn plaats werd benoemd de heer J. v. d. Meer, Acacialaan 5 te Barneveld. De penningmeester gewaagde van een gunstige toestand der kas. Van verschillende zijden kwamen er particuliere en particuliere zijde wordt meermalen financiële steun ontvangen. De commissie tot het nazien der boeken deelde mede de financiële bescheiden in goede orde te hebben bevonden. De aftredende bestuursleden werden met meerderheid van stemmen herkozen. Van de rondvraag werd ruimschoots gebruik gemaakt. Het slotwoord werd gesproken door de voorz. ds. J. van Prooyen van Gravenhorst, aangezien de welverwachte heer ds. F. Mallan, predikant der Geref. Gemeenten in Nederland te Veenendaal door ziekte was verhinderd. Spreker sprak n.a.v. Klaagl. 3 : 39, 40. Jeremia maakt bekend dat er ondervinding is, dat het de Heere is die het volk tuchtigt. Hij geeft het volk gelukkig, wanneer het van God afwijkt en zijn geboden vergeet. Dan komen de dagen der zware beproeving. Maar de Heere roept het volk op, om toch terug te keren. Er is slechts één weg uit de benauwdheid en die is: naar het Woord des Heeren. Het zal de nieuwe Staten. Dit is van belang om de zondagsheiliging te geven. Het zal de nieuwe generatie aangaande de ware zondagsheiliging, aldus de voorz. die de vergadering met dankzegging besloot. — [1308, 1094, 1516, 1455]
auto-ad-bottom-border: ◆◆◆◆◆◆◆◆◆◆◆◆◆◆◆◆◆◆◆◆◆◆ — [1337, 318, 1503, 328]
newspaper-page — [45, 102, 1516, 2204]
jubilee-point2-3: 3e omdat het is weinig van ons vraagt, want het wordt ons aangeboden uit genade (Jes. 55 : 1); — [49, 921, 309, 945]
edge-fragment: APP — [1527, 1447, 1570, 1471]
divider-kinderhoekje-top — [609, 1486, 1516, 1488]
kinderhoekje-greeting: Beste meisjes en jongens! — [670, 1556, 770, 1567]
edge-fragment: Tlf 2 — [1523, 1400, 1543, 1410]
kinderhoekje-intro: Eén van de kinderen heeft gezorgd voor een raadsel, dat betrekking heeft op de maand januari. Dat raadsel werd bijtijds ingezonden en dus heeft het kans op tijd geplaatst te worden. Er zijn wel eens ingezonden raadsels, die te laat komen, als de tijd voorbij is. Hier is dat niet het geval. Wij krijgen dan voor deze week — [616, 1572, 824, 1660]
auto-ad-name: A. v. d. Vliet — [1382, 277, 1471, 294]
portrait-photo-abbringh — [381, 337, 597, 616]
jubilee-point-1: 1e daarom wordt het gehaat, — [61, 664, 172, 675]
jubilee-point-2: 2e daarom is het vol van kracht, — [61, 677, 186, 688]
witte-pomp-line-1: Tank bij de WITTE POMP — [379, 1751, 538, 1766]
